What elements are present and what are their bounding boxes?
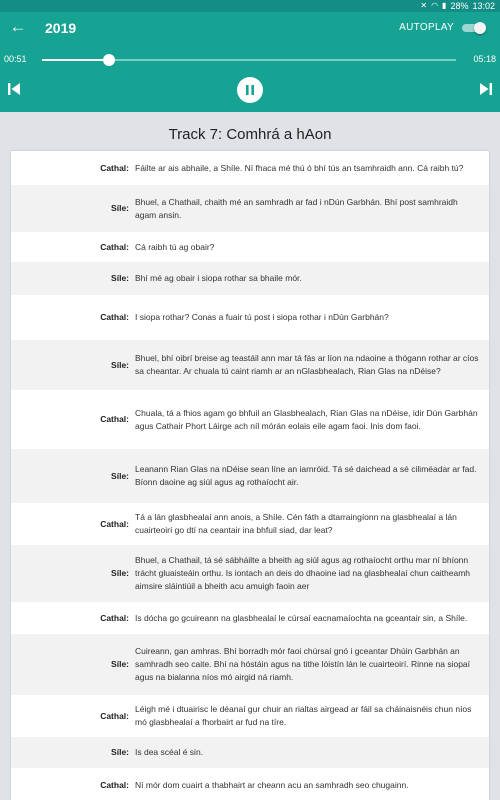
dialogue-row[interactable] <box>11 295 489 340</box>
wifi-icon: ◠ <box>431 1 439 10</box>
back-arrow-icon[interactable]: ← <box>9 17 27 36</box>
speaker-label: Cathal: <box>100 711 129 721</box>
dialogue-row[interactable] <box>11 151 489 185</box>
seek-thumb[interactable] <box>103 54 115 66</box>
app-bar <box>0 12 500 44</box>
dialogue-row[interactable] <box>11 390 489 449</box>
speaker-label: Síle: <box>111 659 129 669</box>
dialogue-line: Bhuel, bhí oibrí breise ag teastáil ann mar tá fás ar líon na ndaoine a thógann rothar ar cíos sa cheantar. Ar chuala tú caint riamh ar an nGlasbhealach, Rian Glas na nDéise? <box>135 353 479 376</box>
dialogue-row[interactable] <box>11 185 489 232</box>
dialogue-row[interactable] <box>11 768 489 800</box>
toggle-knob <box>474 22 486 34</box>
dialogue-row[interactable] <box>11 503 489 545</box>
speaker-label: Cathal: <box>100 519 129 529</box>
dialogue-line: Is dócha go gcuireann na glasbhealaí le cúrsaí eacnamaíochta na gceantair sin, a Shíle. <box>135 613 468 623</box>
notifications-muted-icon: ✕ <box>420 1 428 10</box>
autoplay-toggle[interactable] <box>462 22 484 34</box>
dialogue-row[interactable] <box>11 545 489 602</box>
speaker-label: Cathal: <box>100 414 129 424</box>
dialogue-row[interactable] <box>11 340 489 390</box>
speaker-label: Síle: <box>111 568 129 578</box>
dialogue-row[interactable] <box>11 449 489 503</box>
speaker-label: Síle: <box>111 360 129 370</box>
dialogue-line: Léigh mé i dtuairisc le déanaí gur chuir an rialtas airgead ar fáil sa cháinaisnéis chun níos mó glasbhealaí a fhorbairt ar fud na tíre. <box>135 704 472 727</box>
speaker-label: Cathal: <box>100 242 129 252</box>
skip-previous-icon <box>6 81 22 97</box>
dialogue-line: Cuireann, gan amhras. Bhí borradh mór faoi chúrsaí gnó i gceantar Dhúin Garbhán an samhradh seo caite. Bhí na hóstáin agus na tithe lóistín lán le cuairteoirí. Rinne na siopaí agus na bialanna níos mó airgid ná riamh. <box>135 646 471 682</box>
autoplay-label: AUTOPLAY <box>399 22 454 33</box>
dialogue-line: Fáilte ar ais abhaile, a Shíle. Ní fhaca mé thú ó bhí tús an tsamhraidh ann. Cá raibh tú? <box>135 163 464 173</box>
dialogue-line: Tá a lán glasbhealaí ann anois, a Shíle. Cén fáth a dtarraingíonn na glasbhealaí a lán cuairteoirí go dtí na ceantair ina bhfuil siad, dar leat? <box>135 512 457 535</box>
speaker-label: Síle: <box>111 747 129 757</box>
clock: 13:02 <box>472 1 495 11</box>
transcript-list[interactable] <box>11 151 489 800</box>
dialogue-row[interactable] <box>11 602 489 634</box>
seek-progress <box>42 59 109 61</box>
dialogue-line: Chuala, tá a fhios agam go bhfuil an Glasbhealach, Rian Glas na nDéise, idir Dún Garbhán agus Cathair Phort Láirge ach níl mórán eolais eile agam faoi. Inis dom faoi. <box>135 408 478 431</box>
seek-bar[interactable] <box>42 59 456 61</box>
status-bar <box>0 0 500 12</box>
speaker-label: Cathal: <box>100 163 129 173</box>
pause-button[interactable] <box>237 77 263 103</box>
speaker-label: Síle: <box>111 471 129 481</box>
page-title: 2019 <box>45 20 77 36</box>
battery-level: 28% <box>450 1 469 11</box>
dialogue-row[interactable] <box>11 634 489 695</box>
battery-icon: ▮ <box>442 1 447 10</box>
dialogue-line: Cá raibh tú ag obair? <box>135 242 215 252</box>
speaker-label: Cathal: <box>100 780 129 790</box>
speaker-label: Síle: <box>111 203 129 213</box>
dialogue-row[interactable] <box>11 695 489 737</box>
dialogue-line: Leanann Rian Glas na nDéise sean líne an iarnróid. Tá sé daichead a sé ciliméadar ar fad. Bíonn daoine ag siúl agus ag rothaíocht air. <box>135 464 477 487</box>
track-title: Track 7: Comhrá a hAon <box>168 126 332 143</box>
dialogue-row[interactable] <box>11 232 489 262</box>
dialogue-line: I siopa rothar? Conas a fuair tú post i siopa rothar i nDún Garbhán? <box>135 312 389 322</box>
speaker-label: Síle: <box>111 273 129 283</box>
skip-next-button[interactable] <box>478 81 494 97</box>
skip-next-icon <box>478 81 494 97</box>
pause-icon <box>237 77 263 103</box>
dialogue-line: Is dea scéal é sin. <box>135 747 204 757</box>
speaker-label: Cathal: <box>100 613 129 623</box>
dialogue-line: Ní mór dom cuairt a thabhairt ar cheann acu an samhradh seo chugainn. <box>135 780 409 790</box>
dialogue-row[interactable] <box>11 737 489 768</box>
dialogue-line: Bhí mé ag obair i siopa rothar sa bhaile mór. <box>135 273 302 283</box>
speaker-label: Cathal: <box>100 312 129 322</box>
dialogue-line: Bhuel, a Chathail, chaith mé an samhradh ar fad i nDún Garbhán. Bhí post samhraidh agam ansin. <box>135 197 458 220</box>
skip-previous-button[interactable] <box>6 81 22 97</box>
dialogue-line: Bhuel, a Chathail, tá sé sábháilte a bheith ag siúl agus ag rothaíocht orthu mar ní bhíonn trácht gluaisteáin orthu. Is iontach an deis do dhaoine iad na glasbhealaí chun caitheamh aimsire sláintiúil a bheith acu amuigh faoin aer <box>135 555 471 591</box>
current-time: 00:51 <box>4 54 27 64</box>
duration: 05:18 <box>473 54 496 64</box>
audio-player <box>0 44 500 112</box>
dialogue-row[interactable] <box>11 262 489 295</box>
